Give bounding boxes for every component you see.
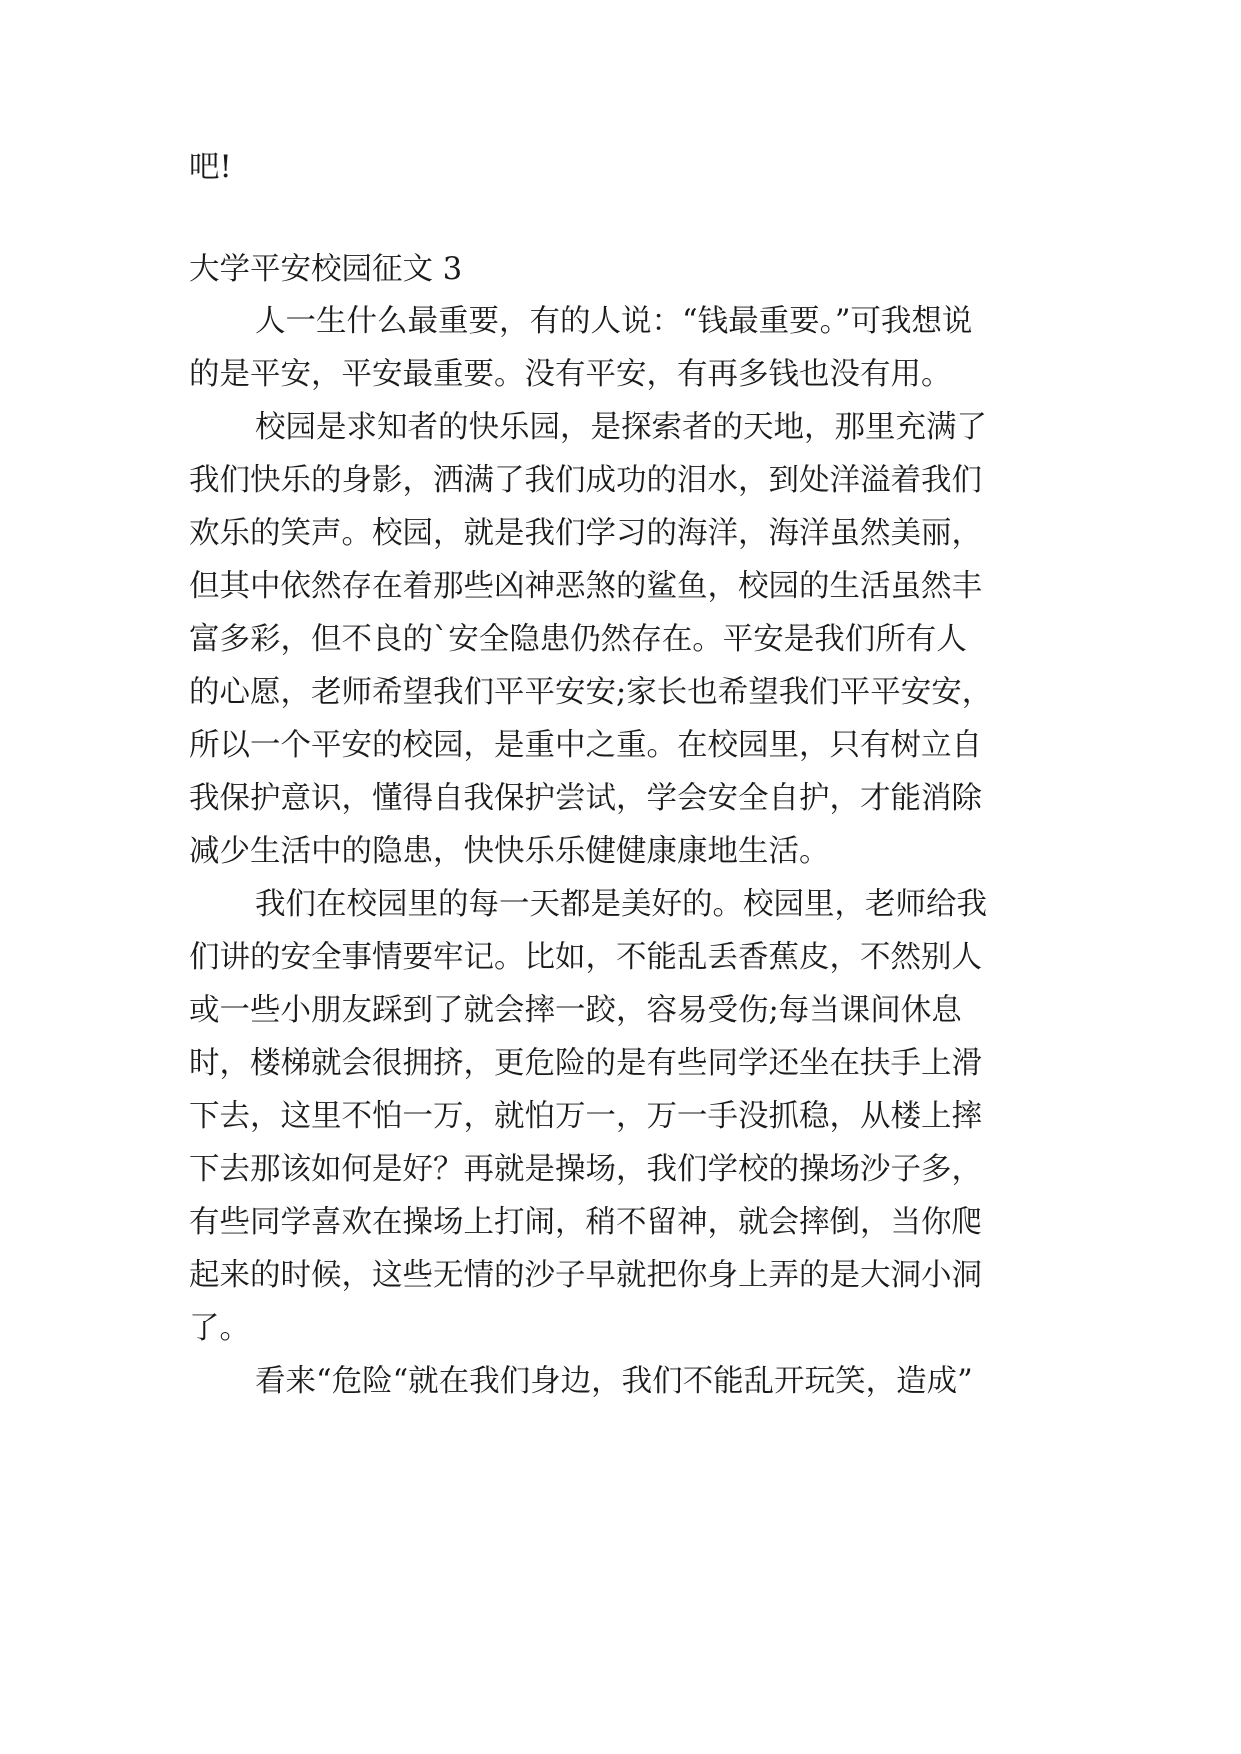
paragraph-line: 了。 [189, 1311, 250, 1346]
paragraph-line: 减少生活中的隐患，快快乐乐健健康康地生活。 [189, 834, 830, 869]
paragraph-line: 但其中依然存在着那些凶神恶煞的鲨鱼，校园的生活虽然丰 [189, 569, 982, 604]
paragraph-line: 或一些小朋友踩到了就会摔一跤，容易受伤;每当课间休息 [189, 993, 962, 1028]
paragraph-line: 有些同学喜欢在操场上打闹，稍不留神，就会摔倒，当你爬 [189, 1205, 982, 1240]
paragraph-line: 校园是求知者的快乐园，是探索者的天地，那里充满了 [255, 410, 987, 445]
paragraph-line: 们讲的安全事情要牢记。比如，不能乱丢香蕉皮，不然别人 [189, 940, 982, 975]
paragraph-line: 的是平安，平安最重要。没有平安，有再多钱也没有用。 [189, 357, 952, 392]
paragraph-line: 人一生什么最重要，有的人说：“钱最重要。”可我想说 [255, 304, 973, 339]
paragraph-line: 看来“危险“就在我们身边，我们不能乱开玩笑，造成” [255, 1364, 973, 1399]
paragraph-line: 起来的时候，这些无情的沙子早就把你身上弄的是大洞小洞 [189, 1258, 982, 1293]
paragraph-line: 下去那该如何是好？再就是操场，我们学校的操场沙子多， [189, 1152, 982, 1187]
paragraph-line: 我保护意识，懂得自我保护尝试，学会安全自护，才能消除 [189, 781, 982, 816]
text-fragment-top: 吧! [189, 150, 232, 185]
paragraph-line: 我们在校园里的每一天都是美好的。校园里，老师给我 [255, 887, 987, 922]
paragraph-line: 所以一个平安的校园，是重中之重。在校园里，只有树立自 [189, 728, 982, 763]
section-heading: 大学平安校园征文 3 [189, 252, 463, 287]
paragraph-line: 的心愿，老师希望我们平平安安;家长也希望我们平平安安， [189, 675, 993, 710]
paragraph-line: 下去，这里不怕一万，就怕万一，万一手没抓稳，从楼上摔 [189, 1099, 982, 1134]
paragraph-line: 我们快乐的身影，洒满了我们成功的泪水，到处洋溢着我们 [189, 463, 982, 498]
paragraph-line: 富多彩，但不良的`安全隐患仍然存在。平安是我们所有人 [189, 622, 967, 657]
paragraph-line: 欢乐的笑声。校园，就是我们学习的海洋，海洋虽然美丽， [189, 516, 982, 551]
paragraph-line: 时，楼梯就会很拥挤，更危险的是有些同学还坐在扶手上滑 [189, 1046, 982, 1081]
